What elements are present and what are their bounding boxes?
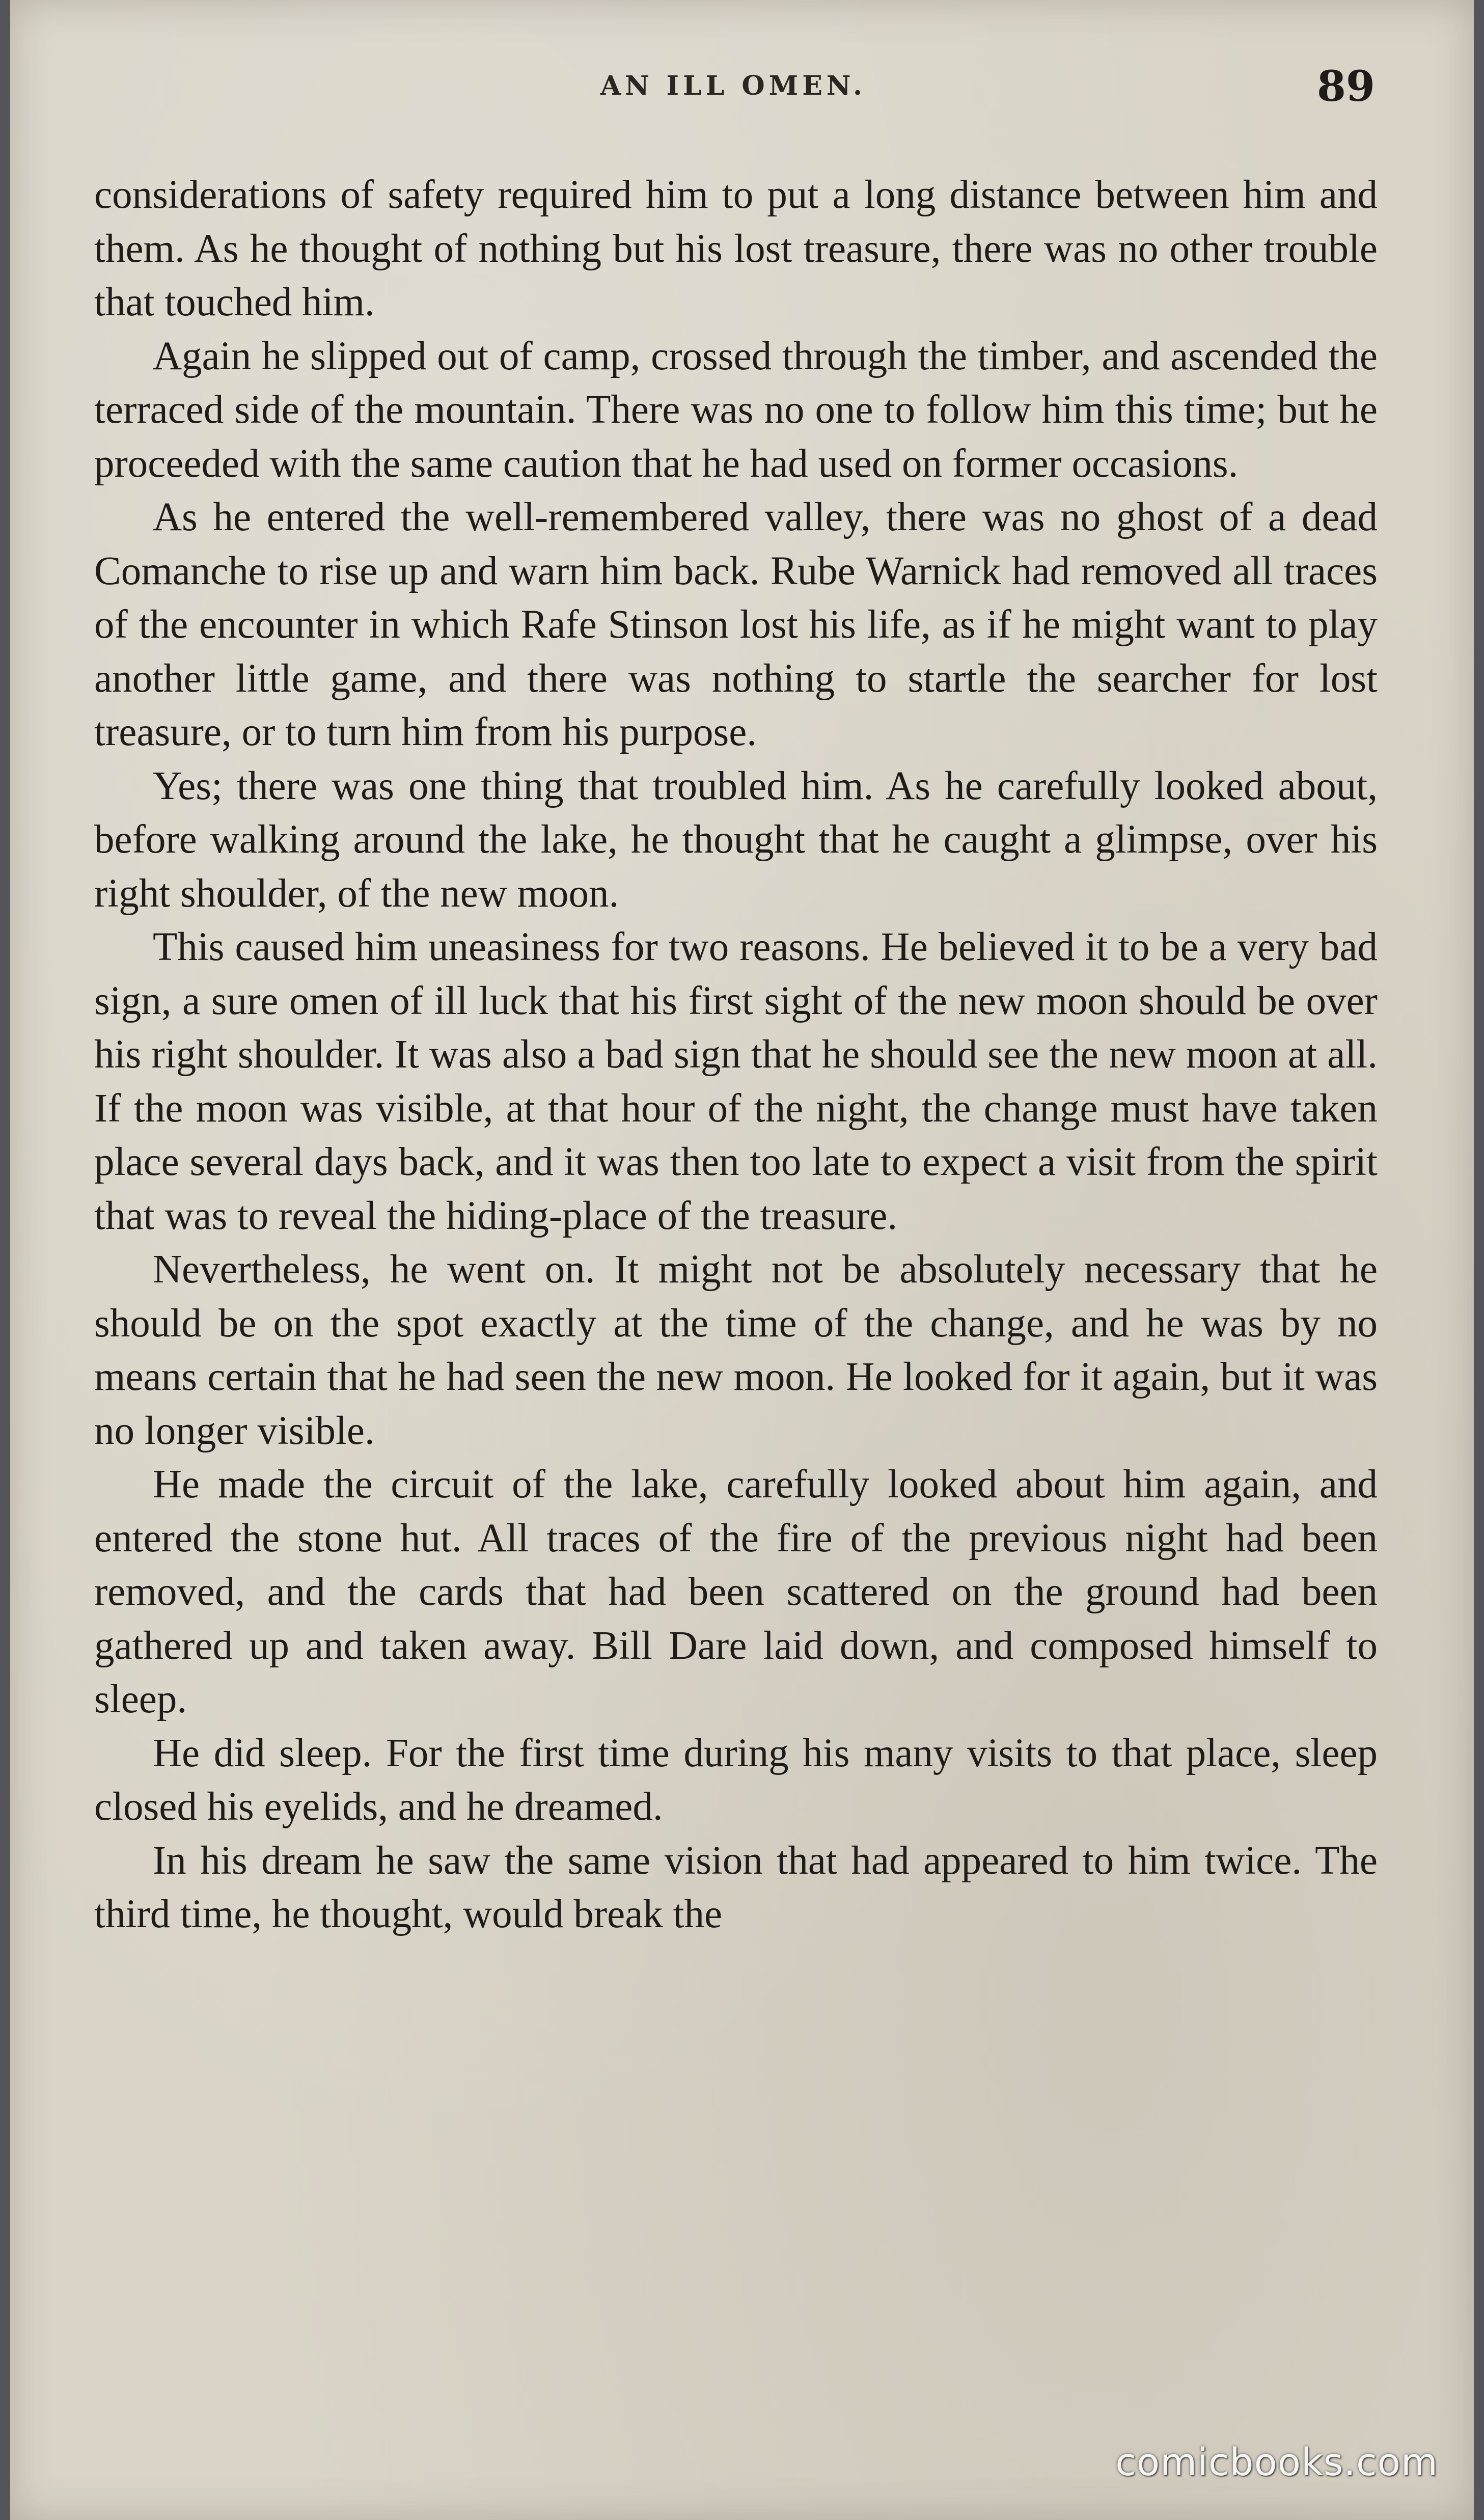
watermark: comicbooks.com bbox=[1115, 2441, 1438, 2484]
paragraph: This caused him uneasiness for two reasons. He believed it to be a very bad sign, a sure omen of ill luck that his first sight of the new moon should be over his right shoulder. It was also a bad sign that he should see the new moon at all. If the moon was visible, at that hour of the night, the change must have taken place several days back, and it was then too late to expect a visit from the spirit that was to reveal the hiding-place of the treasure. bbox=[94, 925, 1378, 1238]
paragraph: Yes; there was one thing that troubled him. As he carefully looked about, before walking around the lake, he thought that he caught a glimpse, over his right shoulder, of the new moon. bbox=[94, 763, 1378, 916]
running-title: AN ILL OMEN. bbox=[600, 70, 867, 101]
book-page bbox=[10, 0, 1474, 2520]
page-header bbox=[92, 56, 1375, 127]
paragraph: As he entered the well-remembered valley, there was no ghost of a dead Comanche to rise up and warn him back. Rube Warnick had removed all traces of the encounter in which Rafe Stinson lost his life, as if he might want to play another little game, and there was nothing to startle the searcher for lost treasure, or to turn him from his purpose. bbox=[94, 495, 1378, 754]
body-text bbox=[94, 168, 1378, 1941]
paragraph: Again he slipped out of camp, crossed through the timber, and ascended the terraced side of the mountain. There was no one to follow him this time; but he proceeded with the same caution that he had used on former occasions. bbox=[94, 334, 1378, 486]
paragraph: considerations of safety required him to put a long distance between him and them. As he thought of nothing but his lost treasure, there was no other trouble that touched him. bbox=[94, 173, 1378, 324]
paragraph: He did sleep. For the first time during his many visits to that place, sleep closed his eyelids, and he dreamed. bbox=[94, 1731, 1378, 1829]
paragraph: Nevertheless, he went on. It might not be absolutely necessary that he should be on the spot exactly at the time of the change, and he was by no means certain that he had seen the new moon. He looked for it again, but it was no longer visible. bbox=[94, 1247, 1378, 1453]
paragraph: In his dream he saw the same vision that had appeared to him twice. The third time, he thought, would break the bbox=[94, 1838, 1378, 1936]
page-number: 89 bbox=[1316, 62, 1375, 111]
paragraph: He made the circuit of the lake, carefully looked about him again, and entered the stone hut. All traces of the fire of the previous night had been removed, and the cards that had been scattered on the ground had been gathered up and taken away. Bill Dare laid down, and composed himself to sleep. bbox=[94, 1462, 1378, 1721]
